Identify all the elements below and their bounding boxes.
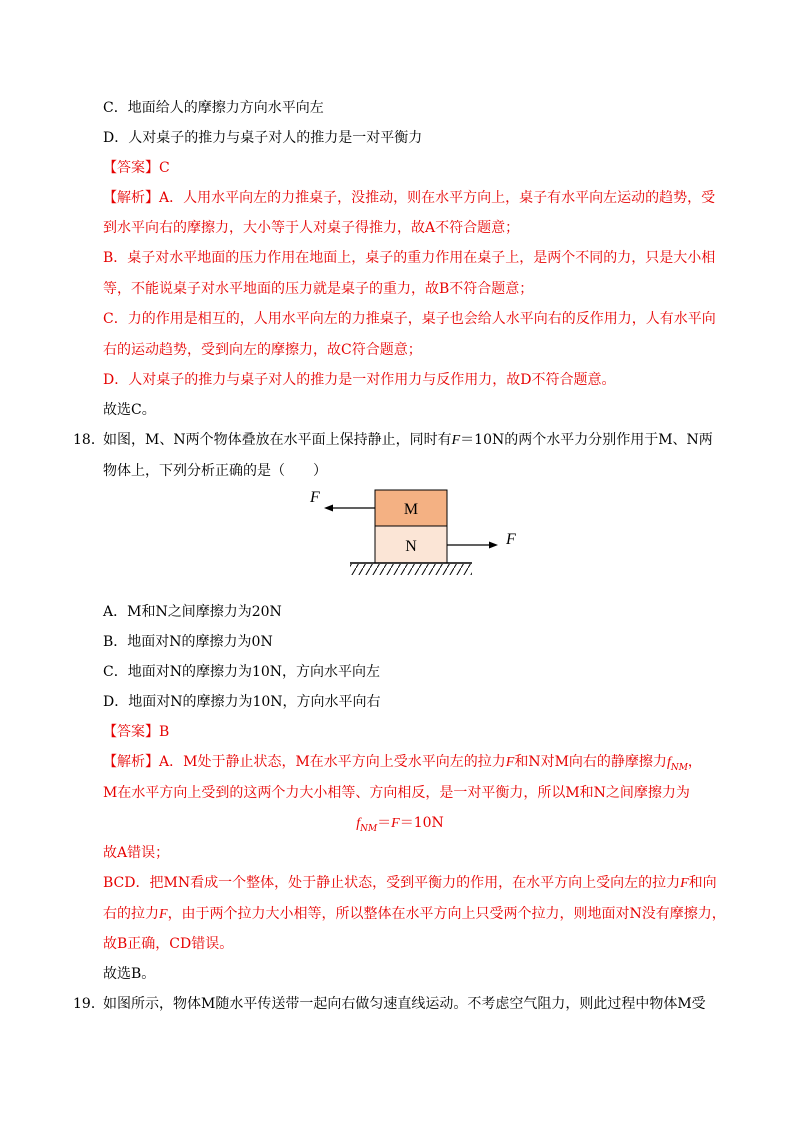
q17-analysis-line-4: 等，不能说桌子对水平地面的压力就是桌子的重力，故B不符合题意； [103, 281, 534, 297]
q18-analysis-line-2: M在水平方向上受到的这两个力大小相等、方向相反，是一对平衡力，所以M和N之间摩擦力为 [103, 785, 690, 801]
q18-number: 18． [73, 432, 105, 448]
q17-answer: 【答案】C [103, 160, 170, 176]
force-right-label: F [506, 531, 516, 548]
q17-option-c: C．地面给人的摩擦力方向水平向左 [103, 100, 324, 116]
q18-option-b: B．地面对N的摩擦力为0N [103, 634, 273, 650]
q18-analysis-line-3: 故A错误； [103, 845, 170, 861]
q17-analysis-line-3: B．桌子对水平地面的压力作用在地面上，桌子的重力作用在桌子上，是两个不同的力，只是大小相 [103, 250, 716, 266]
block-m-label: M [403, 501, 419, 518]
q17-analysis-line-1: 【解析】A．人用水平向左的力推桌子，没推动，则在水平方向上，桌子有水平向左运动的趋势，受 [103, 190, 716, 206]
q17-analysis-line-2: 到水平向右的摩擦力，大小等于人对桌子得推力，故A不符合题意； [103, 220, 520, 236]
force-left-arrowhead [324, 505, 333, 512]
q19-number: 19． [73, 996, 105, 1012]
force-left-label: F [310, 489, 320, 506]
q19-stem-line-1: 如图所示，物体M随水平传送带一起向右做匀速直线运动。不考虑空气阻力，则此过程中物体M受 [103, 996, 706, 1012]
q18-option-c: C．地面对N的摩擦力为10N，方向水平向左 [103, 664, 381, 680]
q17-conclusion: 故选C。 [103, 402, 156, 418]
q17-option-d: D．人对桌子的推力与桌子对人的推力是一对平衡力 [103, 130, 423, 146]
q18-analysis-line-6: 故B正确，CD错误。 [103, 936, 234, 952]
q18-figure [300, 484, 540, 580]
q18-conclusion: 故选B。 [103, 966, 156, 982]
q18-equation: $f_{NM}=F=10N$ [356, 815, 444, 834]
q18-option-a: A．M和N之间摩擦力为20N [103, 604, 282, 620]
q17-analysis-line-7: D．人对桌子的推力与桌子对人的推力是一对作用力与反作用力，故D不符合题意。 [103, 372, 616, 388]
q18-analysis-line-5: 右的拉力F，由于两个拉力大小相等，所以整体在水平方向上只受两个拉力，则地面对N没有摩擦力， [103, 906, 726, 922]
q18-option-d: D．地面对N的摩擦力为10N，方向水平向右 [103, 694, 381, 710]
q18-analysis-line-1: 【解析】A．M处于静止状态，M在水平方向上受水平向左的拉力F和N对M向右的静摩擦力$f_{NM}$， [103, 754, 702, 773]
force-right-arrowhead [489, 542, 498, 549]
q18-answer: 【答案】B [103, 724, 170, 740]
q17-analysis-line-6: 右的运动趋势，受到向左的摩擦力，故C符合题意； [103, 342, 422, 358]
q18-stem-line-2: 物体上，下列分析正确的是（ ） [103, 463, 327, 479]
q18-stem-line-1: 如图，M、N两个物体叠放在水平面上保持静止，同时有F＝10N的两个水平力分别作用于M、N两 [103, 432, 713, 448]
ground-hatch [350, 564, 472, 575]
block-n-label: N [405, 538, 417, 555]
q17-analysis-line-5: C．力的作用是相互的，人用水平向左的力推桌子，桌子也会给人水平向右的反作用力，人有水平向 [103, 311, 716, 327]
q18-analysis-line-4: BCD．把MN看成一个整体，处于静止状态，受到平衡力的作用，在水平方向上受向左的拉力F和向 [103, 875, 717, 891]
